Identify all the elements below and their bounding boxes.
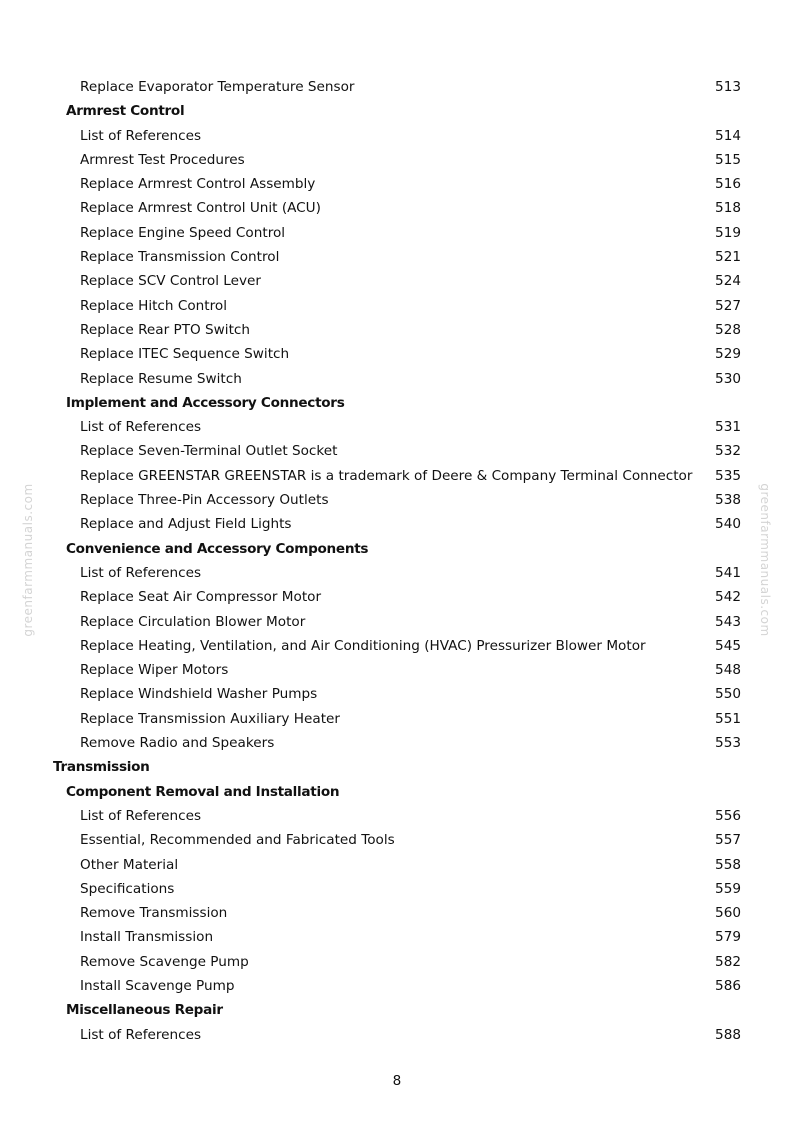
toc-section-heading[interactable] <box>0 99 794 123</box>
toc-entry[interactable] <box>0 561 794 585</box>
toc-entry-title: Replace Resume Switch <box>80 370 242 387</box>
toc-entry-title: Replace Circulation Blower Motor <box>80 613 306 630</box>
toc-entry-title: Replace SCV Control Lever <box>80 273 261 290</box>
toc-entry-page: 543 <box>715 613 741 630</box>
toc-entry-page: 532 <box>715 443 741 460</box>
toc-entry[interactable] <box>0 196 794 220</box>
toc-entry-title: Replace and Adjust Field Lights <box>80 516 292 533</box>
table-of-contents <box>0 75 794 1047</box>
toc-entry-page: 558 <box>715 856 741 873</box>
toc-entry[interactable] <box>0 610 794 634</box>
toc-entry-page: 548 <box>715 662 741 679</box>
toc-entry-page: 527 <box>715 297 741 314</box>
toc-section-heading[interactable] <box>0 780 794 804</box>
watermark-left: greenfarmmanuals.com <box>21 483 35 637</box>
toc-entry-page: 559 <box>715 880 741 897</box>
toc-entry-page: 538 <box>715 492 741 509</box>
toc-entry-title: Replace GREENSTAR GREENSTAR is a trademark of Deere & Company Terminal Connector <box>80 467 693 484</box>
toc-entry-title: Replace Armrest Control Assembly <box>80 176 316 193</box>
toc-entry-title: Replace Heating, Ventilation, and Air Conditioning (HVAC) Pressurizer Blower Motor <box>80 637 646 654</box>
toc-section-heading[interactable] <box>0 391 794 415</box>
toc-entry[interactable] <box>0 294 794 318</box>
toc-entry-title: Other Material <box>80 856 179 873</box>
toc-entry[interactable] <box>0 148 794 172</box>
toc-entry-title: Remove Scavenge Pump <box>80 953 249 970</box>
toc-entry-page: 521 <box>715 249 741 266</box>
toc-entry[interactable] <box>0 464 794 488</box>
toc-entry-title: Replace Transmission Control <box>80 249 280 266</box>
toc-section-heading[interactable] <box>0 537 794 561</box>
toc-entry-title: Specifications <box>80 880 175 897</box>
toc-entry-title: Install Scavenge Pump <box>80 977 235 994</box>
toc-entry-title: Replace Three-Pin Accessory Outlets <box>80 492 329 509</box>
toc-entry-page: 560 <box>715 905 741 922</box>
toc-entry-title: Install Transmission <box>80 929 214 946</box>
toc-entry[interactable] <box>0 512 794 536</box>
toc-entry[interactable] <box>0 1023 794 1047</box>
page-number: 8 <box>392 1073 402 1089</box>
toc-entry-page: 531 <box>715 419 741 436</box>
toc-entry-page: 553 <box>715 735 741 752</box>
toc-entry-page: 535 <box>715 467 741 484</box>
toc-entry-page: 513 <box>715 79 741 95</box>
toc-entry-title: Replace Engine Speed Control <box>80 224 286 241</box>
toc-entry-title: Replace Windshield Washer Pumps <box>80 686 318 703</box>
toc-entry-title: Essential, Recommended and Fabricated Tools <box>80 832 395 849</box>
toc-entry[interactable] <box>0 439 794 463</box>
toc-entry-title: Remove Radio and Speakers <box>80 735 275 752</box>
toc-entry-page: 524 <box>715 273 741 290</box>
toc-entry-page: 515 <box>715 151 741 168</box>
toc-entry-title: Replace Seven-Terminal Outlet Socket <box>80 443 338 460</box>
toc-entry-page: 518 <box>715 200 741 217</box>
toc-entry[interactable] <box>0 682 794 706</box>
toc-section-heading[interactable] <box>0 998 794 1022</box>
toc-entry[interactable] <box>0 901 794 925</box>
toc-entry-title: Miscellaneous Repair <box>66 1002 223 1019</box>
toc-entry[interactable] <box>0 585 794 609</box>
toc-entry[interactable] <box>0 318 794 342</box>
toc-entry[interactable] <box>0 172 794 196</box>
toc-entry[interactable] <box>0 245 794 269</box>
toc-entry[interactable] <box>0 342 794 366</box>
toc-entry[interactable] <box>0 853 794 877</box>
toc-entry[interactable] <box>0 634 794 658</box>
toc-entry-title: List of References <box>80 564 202 581</box>
toc-entry-page: 557 <box>715 832 741 849</box>
toc-entry-title: Implement and Accessory Connectors <box>66 394 345 411</box>
toc-entry-title: Remove Transmission <box>80 905 228 922</box>
toc-entry-title: List of References <box>80 807 202 824</box>
toc-entry[interactable] <box>0 415 794 439</box>
toc-entry-title: Replace Armrest Control Unit (ACU) <box>80 200 321 217</box>
toc-entry-page: 588 <box>715 1026 741 1043</box>
toc-entry-title: Replace ITEC Sequence Switch <box>80 346 290 363</box>
toc-entry[interactable] <box>0 877 794 901</box>
toc-entry[interactable] <box>0 731 794 755</box>
toc-entry-title: Replace Seat Air Compressor Motor <box>80 589 322 606</box>
toc-entry[interactable] <box>0 75 794 99</box>
toc-entry[interactable] <box>0 269 794 293</box>
toc-entry[interactable] <box>0 367 794 391</box>
toc-entry-title: Transmission <box>53 759 150 776</box>
toc-entry[interactable] <box>0 707 794 731</box>
toc-entry-title: Armrest Control <box>66 103 185 120</box>
toc-entry-title: List of References <box>80 419 202 436</box>
toc-entry[interactable] <box>0 658 794 682</box>
toc-entry-page: 586 <box>715 977 741 994</box>
toc-entry[interactable] <box>0 974 794 998</box>
toc-entry[interactable] <box>0 488 794 512</box>
toc-entry-title: List of References <box>80 127 202 144</box>
toc-entry-page: 529 <box>715 346 741 363</box>
toc-entry-page: 530 <box>715 370 741 387</box>
toc-entry-title: Replace Evaporator Temperature Sensor <box>80 79 355 95</box>
watermark-right: greenfarmmanuals.com <box>758 483 772 637</box>
toc-entry-page: 545 <box>715 637 741 654</box>
toc-entry-title: Replace Transmission Auxiliary Heater <box>80 710 340 727</box>
toc-entry[interactable] <box>0 221 794 245</box>
toc-entry-page: 528 <box>715 321 741 338</box>
toc-entry[interactable] <box>0 124 794 148</box>
toc-entry-title: Convenience and Accessory Components <box>66 540 369 557</box>
toc-entry-page: 542 <box>715 589 741 606</box>
toc-entry[interactable] <box>0 828 794 852</box>
toc-entry-page: 540 <box>715 516 741 533</box>
toc-entry-page: 550 <box>715 686 741 703</box>
toc-entry-title: Replace Wiper Motors <box>80 662 229 679</box>
toc-entry-page: 582 <box>715 953 741 970</box>
toc-entry[interactable] <box>0 804 794 828</box>
toc-entry-page: 551 <box>715 710 741 727</box>
toc-entry-page: 514 <box>715 127 741 144</box>
toc-entry-page: 579 <box>715 929 741 946</box>
toc-entry-page: 519 <box>715 224 741 241</box>
toc-entry[interactable] <box>0 950 794 974</box>
toc-entry-title: Replace Hitch Control <box>80 297 227 314</box>
toc-entry-title: Component Removal and Installation <box>66 783 340 800</box>
toc-entry-page: 556 <box>715 807 741 824</box>
toc-chapter-heading[interactable] <box>0 755 794 779</box>
toc-entry-page: 516 <box>715 176 741 193</box>
toc-entry[interactable] <box>0 925 794 949</box>
toc-entry-title: Armrest Test Procedures <box>80 151 245 168</box>
toc-entry-title: Replace Rear PTO Switch <box>80 321 250 338</box>
toc-entry-title: List of References <box>80 1026 202 1043</box>
toc-entry-page: 541 <box>715 564 741 581</box>
